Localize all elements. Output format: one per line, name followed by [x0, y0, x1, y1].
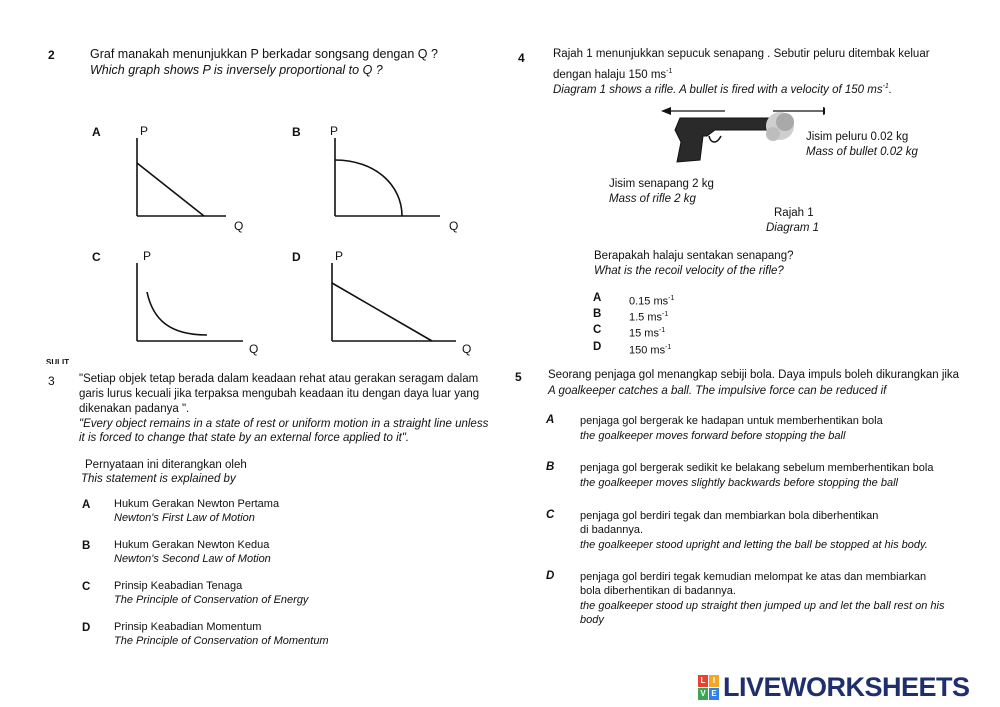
graph-c-y-label: P [143, 249, 152, 263]
q5-malay: Seorang penjaga gol menangkap sebiji bola. Daya impuls boleh dikurangkan jika [548, 369, 960, 381]
q3-statement-english: This statement is explained by [81, 473, 236, 485]
q5-english: A goalkeeper catches a ball. The impulsive force can be reduced if [548, 385, 887, 397]
graph-d[interactable] [320, 255, 460, 345]
q4-option-d-letter: D [593, 341, 602, 353]
trigger-guard [709, 136, 721, 142]
q3-option-d-english: The Principle of Conservation of Momentum [114, 635, 329, 647]
q5-option-b-english: the goalkeeper moves slightly backwards before stopping the ball [580, 477, 898, 489]
q3-option-d-letter: D [82, 622, 91, 634]
q4-option-d[interactable] [593, 341, 713, 356]
recoil-arrow-head [661, 107, 671, 115]
cut-header-text: SULIT [46, 359, 70, 364]
q3-option-a-malay: Hukum Gerakan Newton Pertama [114, 498, 280, 510]
q2-malay: Graf manakah menunjukkan P berkadar songsang dengan Q ? [90, 47, 438, 61]
q4-option-b-exp: -1 [662, 311, 669, 318]
q4-velocity-text: dengan halaju 150 ms [553, 68, 667, 81]
q4-option-d-text: 150 ms [629, 344, 666, 357]
graph-c-x-label: Q [249, 342, 259, 356]
q4-option-b-value [629, 308, 668, 325]
q4-english [553, 79, 892, 98]
q5-option-d[interactable] [546, 570, 966, 630]
q4-option-b-letter: B [593, 308, 602, 320]
q4-option-c-exp: -1 [658, 327, 666, 334]
q3-option-c-english: The Principle of Conservation of Energy [114, 594, 309, 606]
q4-option-c-value [629, 324, 665, 341]
q3-option-a-letter: A [82, 499, 91, 511]
q5-option-b[interactable] [546, 461, 966, 495]
q3-option-b-malay: Hukum Gerakan Newton Kedua [114, 539, 270, 551]
q4-english-period: . [888, 83, 893, 96]
q5-option-d-english-line2: body [580, 614, 604, 626]
diagram-caption-malay: Rajah 1 [774, 207, 814, 219]
graph-d-label[interactable]: D [292, 250, 301, 264]
q5-number: 5 [515, 370, 522, 384]
logo-tile-2: I [709, 675, 719, 687]
graph-c[interactable] [125, 255, 245, 345]
q5-option-d-english-line1: the goalkeeper stood up straight then jumped up and let the ball rest on his [580, 600, 945, 612]
graph-a-label[interactable]: A [92, 125, 101, 139]
q5-option-a[interactable] [546, 414, 966, 448]
q3-english-line1: "Every object remains in a state of rest or uniform motion in a straight line unless [79, 418, 489, 430]
graph-b-label[interactable]: B [292, 125, 301, 139]
q2-english: Which graph shows P is inversely proportional to Q ? [90, 63, 383, 77]
graph-d-x-label: Q [462, 342, 472, 356]
q4-option-c-text: 15 ms [629, 327, 659, 340]
q5-option-a-english: the goalkeeper moves forward before stopping the ball [580, 430, 846, 442]
q4-option-c-letter: C [593, 324, 602, 336]
graph-d-curve [332, 283, 432, 341]
rifle-mass-malay: Jisim senapang 2 kg [609, 178, 714, 190]
graph-a[interactable] [120, 130, 230, 220]
graph-b-y-label: P [330, 124, 339, 138]
q3-number: 3 [48, 374, 55, 388]
logo-tile-1: L [698, 675, 708, 687]
q3-option-b-english: Newton's Second Law of Motion [114, 553, 271, 565]
diagram-caption-english: Diagram 1 [766, 222, 820, 234]
q4-question-english: What is the recoil velocity of the rifle? [594, 265, 784, 277]
liveworksheets-logo-icon [698, 675, 719, 700]
liveworksheets-logo-text: LIVEWORKSHEETS [723, 671, 970, 702]
q3-option-a-english: Newton's First Law of Motion [114, 512, 255, 524]
graph-b-curve [335, 160, 402, 216]
logo-tile-4: E [709, 688, 719, 700]
graph-c-curve [147, 292, 207, 335]
q4-velocity-exp: -1 [666, 68, 673, 75]
q4-option-b[interactable] [593, 308, 713, 323]
graph-b-x-label: Q [449, 219, 459, 233]
q3-statement-malay: Pernyataan ini diterangkan oleh [85, 459, 247, 471]
q5-option-b-letter: B [546, 461, 555, 473]
graph-d-y-label: P [335, 249, 344, 263]
q5-option-c[interactable] [546, 509, 966, 555]
q4-question-malay: Berapakah halaju sentakan senapang? [594, 250, 794, 262]
q5-option-b-malay: penjaga gol bergerak sedikit ke belakang sebelum memberhentikan bola [580, 462, 934, 474]
graph-a-x-label: Q [234, 219, 244, 233]
q4-option-d-value [629, 341, 671, 358]
q2-number: 2 [48, 48, 55, 62]
rifle-shape [675, 118, 773, 162]
q5-option-c-letter: C [546, 509, 555, 521]
q5-option-d-letter: D [546, 570, 555, 582]
bullet-mass-english: Mass of bullet 0.02 kg [806, 146, 918, 158]
q4-english-text: Diagram 1 shows a rifle. A bullet is fired with a velocity of 150 ms [553, 83, 883, 96]
muzzle-smoke-core [776, 113, 794, 131]
q3-option-c-letter: C [82, 581, 91, 593]
q4-option-c[interactable] [593, 324, 713, 339]
q3-option-c-malay: Prinsip Keabadian Tenaga [114, 580, 243, 592]
graph-a-y-label: P [140, 124, 149, 138]
q3-option-d-malay: Prinsip Keabadian Momentum [114, 621, 262, 633]
logo-tile-3: V [698, 688, 708, 700]
q3-malay-line3: dikenakan padanya ". [79, 403, 190, 415]
bullet-mass-malay: Jisim peluru 0.02 kg [806, 131, 909, 143]
rifle-diagram [655, 100, 825, 175]
q5-option-a-letter: A [546, 414, 555, 426]
q4-malay-line1: Rajah 1 menunjukkan sepucuk senapang . Sebutir peluru ditembak keluar [553, 48, 930, 60]
graph-c-label[interactable]: C [92, 250, 101, 264]
q5-option-d-malay-line2: bola diberhentikan di badannya. [580, 585, 736, 597]
bullet-arrow-head [823, 107, 825, 115]
q5-option-d-malay-line1: penjaga gol berdiri tegak kemudian melompat ke atas dan membiarkan [580, 571, 927, 583]
q4-option-b-text: 1.5 ms [629, 311, 663, 324]
q3-malay-line1: "Setiap objek tetap berada dalam keadaan rehat atau gerakan seragam dalam [79, 373, 479, 385]
q3-english-line2: it is forced to change that state by an external force applied to it". [79, 432, 410, 444]
q5-option-a-malay: penjaga gol bergerak ke hadapan untuk memberhentikan bola [580, 415, 883, 427]
q4-option-a-exp: -1 [668, 295, 675, 302]
q3-malay-line2: garis lurus kecuali jika terpaksa mengubah keadaan itu dengan daya luar yang [79, 388, 480, 400]
q4-english-exp: -1 [882, 83, 889, 90]
rifle-mass-english: Mass of rifle 2 kg [609, 193, 696, 205]
q4-number: 4 [518, 51, 525, 65]
graph-a-curve [137, 163, 204, 216]
q4-option-a-value [629, 292, 674, 309]
q5-option-c-malay-line2: di badannya. [580, 524, 643, 536]
q4-option-a-text: 0.15 ms [629, 295, 669, 308]
q5-option-c-malay-line1: penjaga gol berdiri tegak dan membiarkan bola diberhentikan [580, 510, 879, 522]
liveworksheets-watermark [698, 672, 970, 702]
q4-option-a-letter: A [593, 292, 602, 304]
graph-b[interactable] [320, 130, 445, 220]
q5-option-c-english: the goalkeeper stood upright and letting the ball be stopped at his body. [580, 539, 928, 551]
q4-option-d-exp: -1 [665, 344, 672, 351]
muzzle-smoke-puff [766, 127, 780, 141]
q4-option-a[interactable] [593, 292, 713, 307]
q3-option-b-letter: B [82, 540, 91, 552]
